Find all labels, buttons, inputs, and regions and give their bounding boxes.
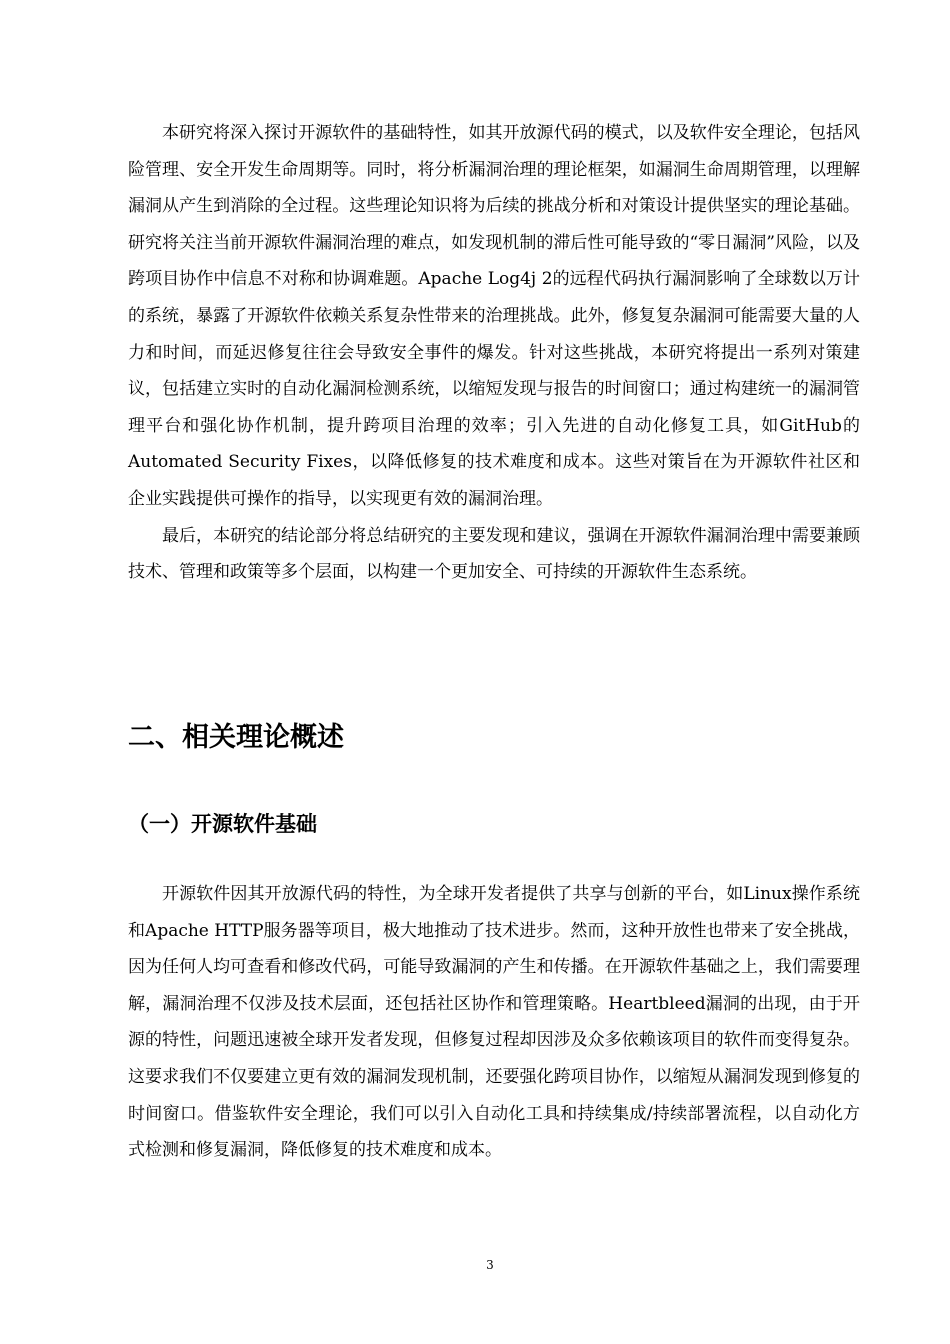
section-heading: 二、相关理论概述 xyxy=(128,722,344,753)
intro-section xyxy=(128,115,860,591)
subsection-body xyxy=(128,876,860,1169)
paragraph: 最后，本研究的结论部分将总结研究的主要发现和建议，强调在开源软件漏洞治理中需要兼顾技术、管理和政策等多个层面，以构建一个更加安全、可持续的开源软件生态系统。 xyxy=(128,525,860,583)
paragraph: 开源软件因其开放源代码的特性，为全球开发者提供了共享与创新的平台，如Linux操作系统和Apache HTTP服务器等项目，极大地推动了技术进步。然而，这种开放性也带来了安全挑战，因为任何人均可查看和修改代码，可能导致漏洞的产生和传播。在开源软件基础之上，我们需要理解，漏洞治理不仅涉及技术层面，还包括社区协作和管理策略。Heartbleed漏洞的出现，由于开源的特性，问题迅速被全球开发者发现，但修复过程却因涉及众多依赖该项目的软件而变得复杂。这要求我们不仅要建立更有效的漏洞发现机制，还要强化跨项目协作，以缩短从漏洞发现到修复的时间窗口。借鉴软件安全理论，我们可以引入自动化工具和持续集成/持续部署流程，以自动化方式检测和修复漏洞，降低修复的技术难度和成本。 xyxy=(128,884,860,1161)
subsection-heading: （一）开源软件基础 xyxy=(128,812,317,836)
page-number: 3 xyxy=(486,1258,494,1272)
paragraph: 本研究将深入探讨开源软件的基础特性，如其开放源代码的模式，以及软件安全理论，包括风险管理、安全开发生命周期等。同时，将分析漏洞治理的理论框架，如漏洞生命周期管理，以理解漏洞从产生到消除的全过程。这些理论知识将为后续的挑战分析和对策设计提供坚实的理论基础。研究将关注当前开源软件漏洞治理的难点，如发现机制的滞后性可能导致的“零日漏洞”风险，以及跨项目协作中信息不对称和协调难题。Apache Log4j 2的远程代码执行漏洞影响了全球数以万计的系统，暴露了开源软件依赖关系复杂性带来的治理挑战。此外，修复复杂漏洞可能需要大量的人力和时间，而延迟修复往往会导致安全事件的爆发。针对这些挑战，本研究将提出一系列对策建议，包括建立实时的自动化漏洞检测系统，以缩短发现与报告的时间窗口；通过构建统一的漏洞管理平台和强化协作机制，提升跨项目治理的效率；引入先进的自动化修复工具，如GitHub的Automated Security Fixes，以降低修复的技术难度和成本。这些对策旨在为开源软件社区和企业实践提供可操作的指导，以实现更有效的漏洞治理。 xyxy=(128,123,860,509)
